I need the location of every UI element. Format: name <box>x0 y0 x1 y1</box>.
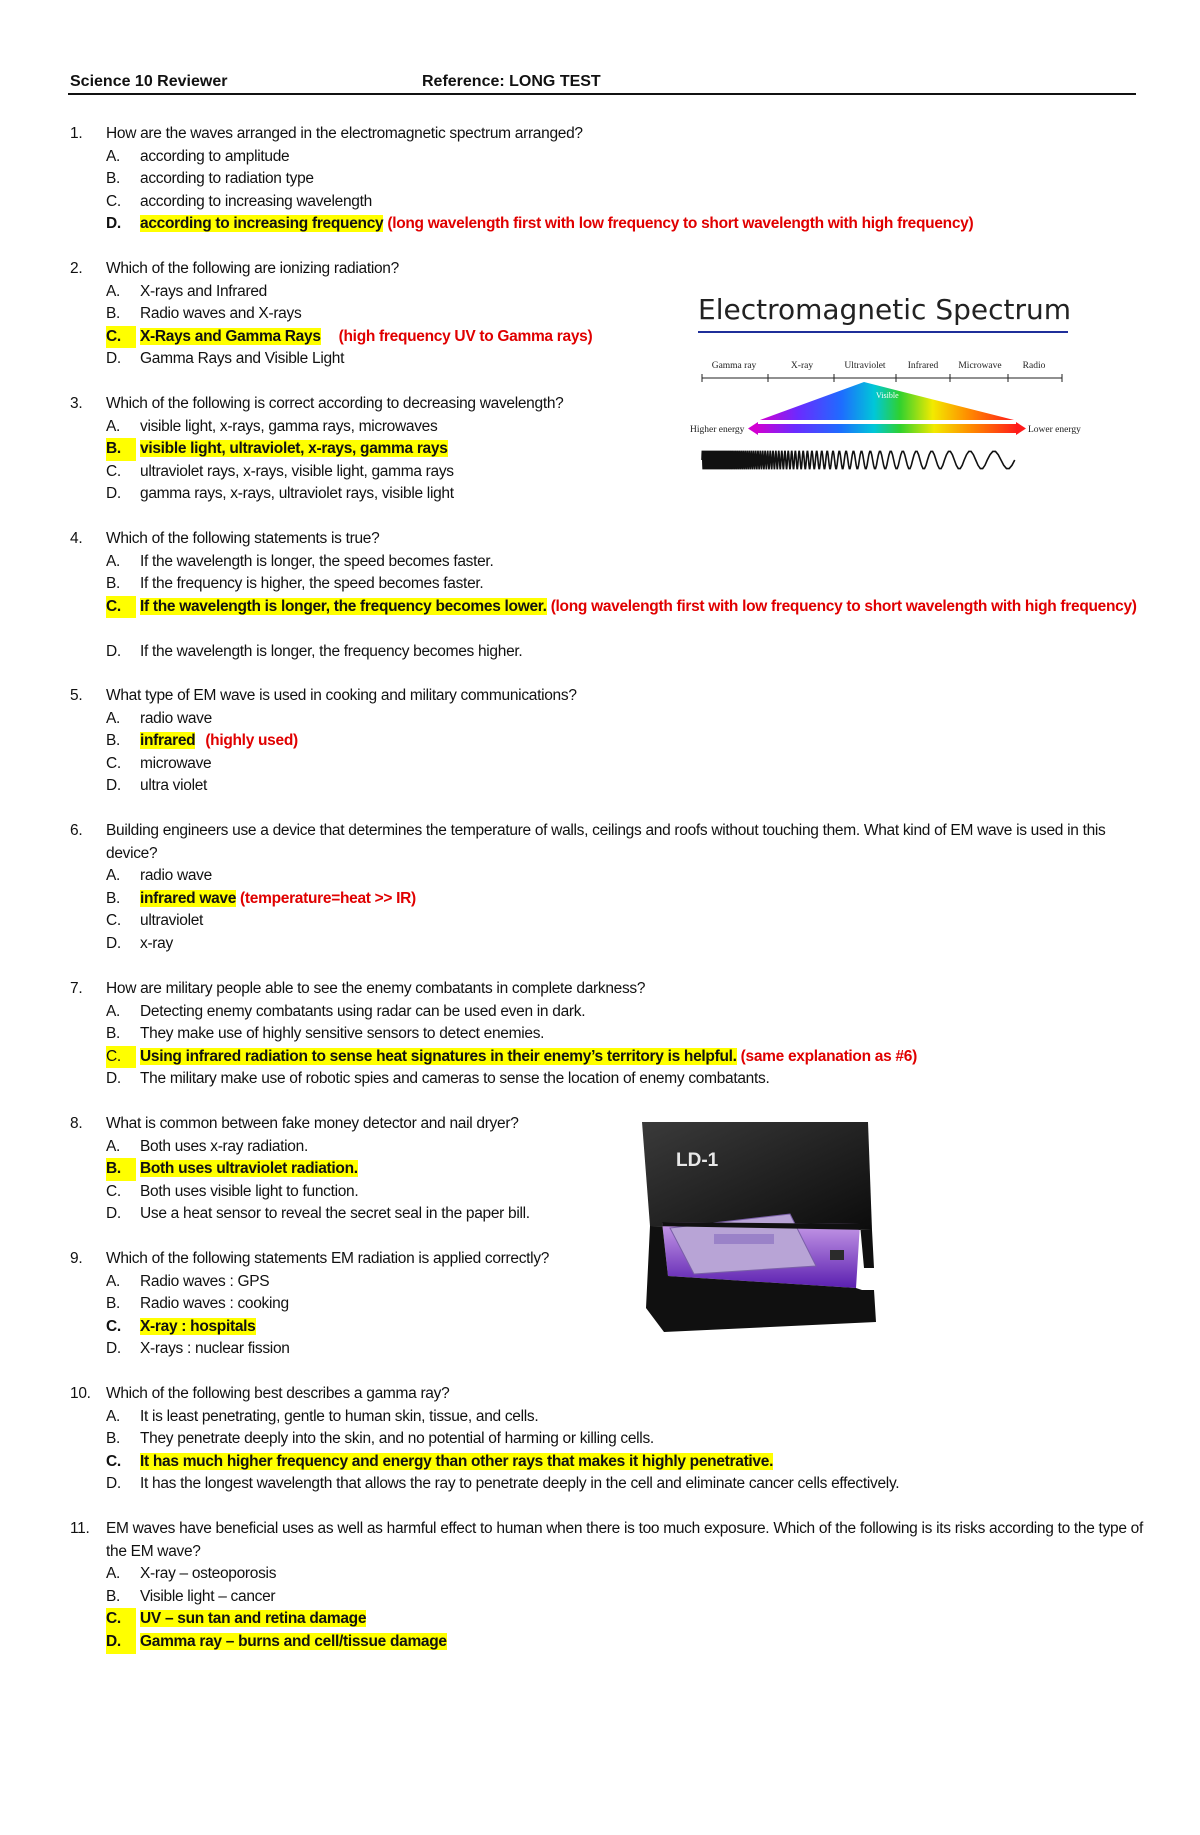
option-letter: D. <box>106 485 121 503</box>
option-text: according to increasing wavelength <box>140 192 372 210</box>
option-text: Use a heat sensor to reveal the secret seal in the paper bill. <box>140 1205 530 1223</box>
option-text: Visible light – cancer <box>140 1587 276 1605</box>
question-stem: Building engineers use a device that determines the temperature of walls, ceilings and roofs without touching them. What kind of EM wave is used in this device? <box>106 822 1106 862</box>
option-text: They make use of highly sensitive sensors to detect enemies. <box>140 1025 545 1043</box>
option-letter: C. <box>106 1182 121 1200</box>
option-text: If the wavelength is longer, the speed becomes faster. <box>140 552 494 570</box>
power-switch <box>830 1250 844 1260</box>
band-label-ultraviolet: Ultraviolet <box>844 361 886 371</box>
band-label-radio: Radio <box>1022 361 1046 371</box>
option-text: Both uses x-ray radiation. <box>140 1137 308 1155</box>
question-number: 7. <box>70 980 83 997</box>
question-number: 6. <box>70 822 83 839</box>
banknote-detail <box>714 1234 774 1244</box>
higher-energy-arrowhead <box>748 422 758 435</box>
answer-note: (highly used) <box>205 732 298 750</box>
electromagnetic-spectrum-figure <box>688 286 1081 498</box>
answer-note: (long wavelength first with low frequency to short wavelength with high frequency) <box>383 215 974 233</box>
option-text: ultraviolet <box>140 912 204 930</box>
option-text: Gamma Rays and Visible Light <box>140 350 345 368</box>
option-letter: A. <box>106 147 121 165</box>
option-letter: C. <box>106 192 121 210</box>
answer-note: (high frequency UV to Gamma rays) <box>338 327 593 345</box>
wave-graphic <box>702 451 1015 468</box>
band-label-microwave: Microwave <box>958 361 1002 371</box>
option-letter: A. <box>106 417 121 435</box>
visible-spectrum-triangle <box>760 382 1014 420</box>
answer-text: Both uses ultraviolet radiation. <box>140 1160 358 1178</box>
option-text: visible light, x-rays, gamma rays, microwaves <box>140 417 438 435</box>
option-text: ultra violet <box>140 777 208 795</box>
answer-text: It has much higher frequency and energy than other rays that makes it highly penetrative. <box>140 1452 774 1470</box>
option-letter: A. <box>106 867 121 885</box>
option-letter: A. <box>106 1565 121 1583</box>
option-letter: B. <box>106 1587 121 1605</box>
question-stem: Which of the following statements is true? <box>106 530 380 547</box>
option-text: microwave <box>140 754 212 772</box>
question-stem: Which of the following are ionizing radiation? <box>106 260 399 277</box>
option-text: X-rays : nuclear fission <box>140 1340 290 1358</box>
question-stem: How are military people able to see the enemy combatants in complete darkness? <box>106 980 646 997</box>
answer-text: according to increasing frequency <box>140 215 384 233</box>
document-reference: Reference: LONG TEST <box>422 73 601 90</box>
question-stem: Which of the following statements EM radiation is applied correctly? <box>106 1250 550 1267</box>
option-text: They penetrate deeply into the skin, and no potential of harming or killing cells. <box>140 1430 654 1448</box>
question-stem: How are the waves arranged in the electromagnetic spectrum arranged? <box>106 125 583 142</box>
option-letter: D. <box>106 643 121 660</box>
option-text: gamma rays, x-rays, ultraviolet rays, visible light <box>140 485 454 503</box>
question-stem: Which of the following best describes a gamma ray? <box>106 1385 450 1402</box>
detector-top-housing <box>642 1122 872 1230</box>
option-letter: D. <box>106 777 121 795</box>
option-letter: D. <box>106 1631 136 1654</box>
answer-text: Gamma ray – burns and cell/tissue damage <box>140 1633 447 1650</box>
higher-energy-label: Higher energy <box>690 425 745 435</box>
answer-text: infrared wave <box>140 889 237 907</box>
question-number: 2. <box>70 260 83 277</box>
question-number: 1. <box>70 125 83 142</box>
option-text: radio wave <box>140 709 212 727</box>
visible-label: Visible <box>876 391 899 400</box>
option-letter: C. <box>106 462 121 480</box>
option-letter: A. <box>106 1272 121 1290</box>
question-number: 8. <box>70 1115 83 1132</box>
answer-text: visible light, ultraviolet, x-rays, gamma rays <box>140 440 448 458</box>
money-detector-photo <box>640 1118 880 1338</box>
lower-energy-arrowhead <box>1016 422 1026 435</box>
question-stem: EM waves have beneficial uses as well as harmful effect to human when there is too much exposure. Which of the following is its risks according to the type of the EM wave? <box>106 1520 1143 1560</box>
band-label-xray: X-ray <box>790 361 814 371</box>
answer-text: infrared <box>140 732 196 750</box>
option-letter: A. <box>106 1002 121 1020</box>
option-letter: C. <box>106 1046 136 1069</box>
option-letter: C. <box>106 754 121 772</box>
option-text: It has the longest wavelength that allows the ray to penetrate deeply in the cell and eliminate cancer cells effectively. <box>140 1475 900 1493</box>
option-letter: B. <box>106 170 121 188</box>
lower-energy-label: Lower energy <box>1028 425 1081 435</box>
option-text: Detecting enemy combatants using radar can be used even in dark. <box>140 1002 586 1020</box>
option-text: radio wave <box>140 867 212 885</box>
option-letter: B. <box>106 305 121 323</box>
option-text: x-ray <box>140 935 173 952</box>
option-letter: C. <box>106 596 136 619</box>
answer-note: (same explanation as #6) <box>736 1047 917 1065</box>
question-number: 9. <box>70 1250 83 1267</box>
option-letter: D. <box>106 215 121 233</box>
option-text: If the frequency is higher, the speed becomes faster. <box>140 575 484 593</box>
spectrum-title: Electromagnetic Spectrum <box>698 293 1072 326</box>
option-letter: A. <box>106 282 121 300</box>
question-number: 10. <box>70 1385 91 1402</box>
option-letter: B. <box>106 575 121 593</box>
option-letter: B. <box>106 1025 121 1043</box>
question-stem: What type of EM wave is used in cooking and military communications? <box>106 687 577 704</box>
answer-note: (long wavelength first with low frequency to short wavelength with high frequency) <box>546 597 1137 615</box>
answer-text: UV – sun tan and retina damage <box>140 1610 367 1628</box>
option-letter: D. <box>106 1205 121 1223</box>
option-letter: C. <box>106 1317 121 1335</box>
header-rule <box>68 93 1136 95</box>
question-number: 11. <box>70 1520 90 1537</box>
detector-label: LD-1 <box>676 1150 719 1171</box>
option-text: The military make use of robotic spies and cameras to sense the location of enemy combatants. <box>140 1070 770 1088</box>
option-text: X-ray – osteoporosis <box>140 1565 277 1583</box>
option-letter: B. <box>106 438 136 461</box>
question-number: 5. <box>70 687 83 704</box>
option-letter: A. <box>106 1137 121 1155</box>
document-title: Science 10 Reviewer <box>70 73 228 90</box>
answer-text: Using infrared radiation to sense heat signatures in their enemy’s territory is helpful. <box>140 1047 737 1065</box>
option-letter: D. <box>106 350 121 368</box>
option-text: according to radiation type <box>140 170 314 188</box>
option-letter: C. <box>106 326 136 349</box>
answer-text: If the wavelength is longer, the frequency becomes lower. <box>140 597 547 615</box>
answer-text: X-ray : hospitals <box>140 1317 256 1335</box>
question-stem: What is common between fake money detector and nail dryer? <box>106 1115 519 1132</box>
question-number: 3. <box>70 395 83 412</box>
answer-note: (temperature=heat >> IR) <box>236 889 416 907</box>
energy-bar <box>756 424 1018 433</box>
option-letter: A. <box>106 552 121 570</box>
option-text: X-rays and Infrared <box>140 282 267 300</box>
answer-text: X-Rays and Gamma Rays <box>140 327 321 345</box>
option-text: Radio waves and X-rays <box>140 305 302 323</box>
option-text: If the wavelength is longer, the frequency becomes higher. <box>140 643 523 660</box>
option-text: Radio waves : GPS <box>140 1272 270 1290</box>
option-text: ultraviolet rays, x-rays, visible light, gamma rays <box>140 462 454 480</box>
option-letter: A. <box>106 1407 121 1425</box>
option-text: Both uses visible light to function. <box>140 1182 359 1200</box>
option-text: It is least penetrating, gentle to human skin, tissue, and cells. <box>140 1407 539 1425</box>
option-letter: C. <box>106 912 121 930</box>
option-text: Radio waves : cooking <box>140 1295 289 1313</box>
question-stem: Which of the following is correct according to decreasing wavelength? <box>106 395 564 412</box>
option-letter: C. <box>106 1608 136 1631</box>
option-letter: B. <box>106 1430 121 1448</box>
option-text: according to amplitude <box>140 147 290 165</box>
option-letter: B. <box>106 1158 136 1181</box>
option-letter: D. <box>106 1340 121 1358</box>
option-letter: A. <box>106 709 121 727</box>
option-letter: D. <box>106 1475 121 1493</box>
band-label-gamma: Gamma ray <box>711 361 757 371</box>
band-label-infrared: Infrared <box>907 361 939 371</box>
question-number: 4. <box>70 530 83 547</box>
option-letter: C. <box>106 1452 121 1470</box>
option-letter: B. <box>106 732 121 750</box>
option-letter: B. <box>106 1295 121 1313</box>
option-letter: D. <box>106 935 121 952</box>
option-letter: D. <box>106 1070 121 1088</box>
option-letter: B. <box>106 889 121 907</box>
